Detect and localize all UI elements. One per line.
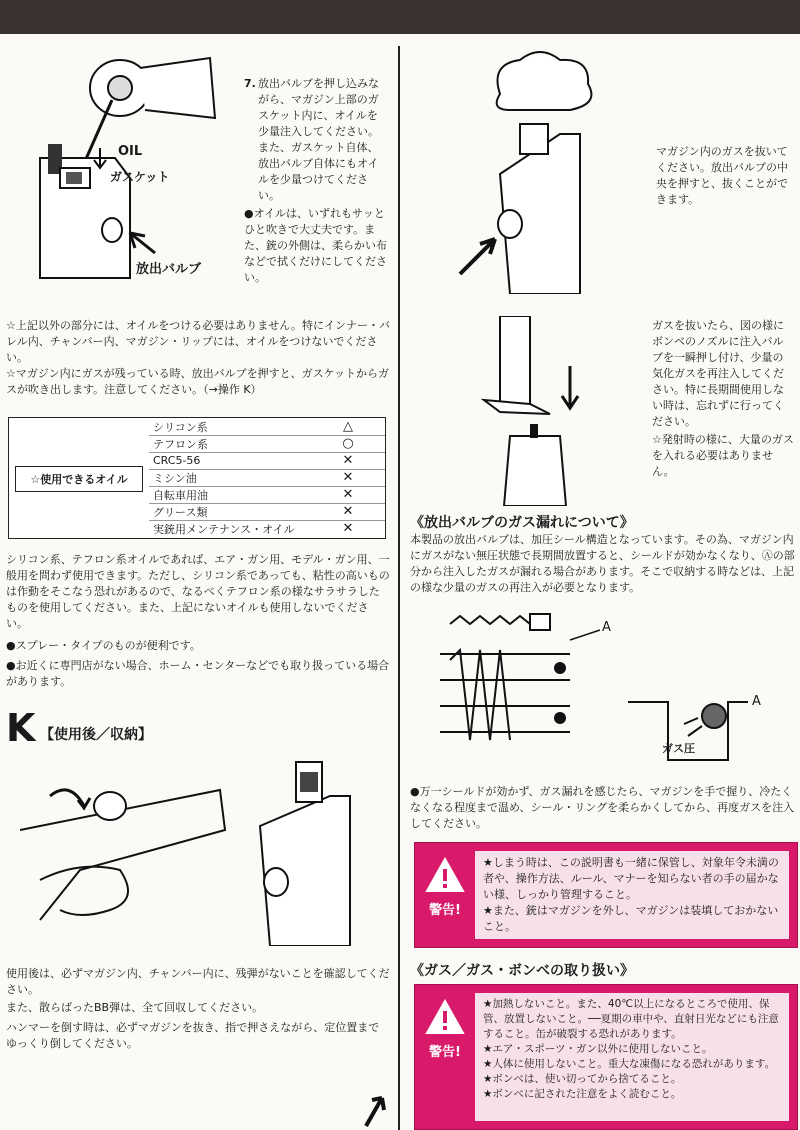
gas-heading: 《ガス／ガス・ボンベの取り扱い》	[410, 963, 634, 979]
oil-table-label: ☆使用できるオイル	[15, 466, 143, 492]
step7-note: ●オイルは、いずれもサッとひと吹きで大丈夫です。また、銃の外側は、柔らかい布などで拭くだけにしてください。	[244, 207, 387, 284]
warning-item: ★加熱しないこと。また、40℃以上になるところで使用、保管、放置しないこと。──夏期の車中や、直射日光などにも注意すること。缶が破裂する恐れがあります。	[483, 998, 779, 1040]
warning-content	[475, 851, 789, 939]
warning-item: ★ボンベは、使い切ってから捨てること。	[483, 1073, 682, 1085]
k-title: 【使用後／収納】	[40, 727, 152, 743]
oil-paragraph: シリコン系、テフロン系オイルであれば、エア・ガン用、モデル・ガン用、一般用を問わず使用できます。ただし、シリコン系であっても、粘性の高いものは作動をそこなう恐れがあるので、なるべくテフロン系の様なサラサラしたものを使用してください。また、上記にないオイルも使用しないでください。	[6, 553, 390, 630]
k-letter: K	[6, 706, 36, 750]
warning-item: ★ボンベに記された注意をよく読むこと。	[483, 1088, 682, 1100]
leak-text: 本製品の放出バルブは、加圧シール構造となっています。その為、マガジン内にガスがない無圧状態で長期間放置すると、シールドが効かなくなり、Ⓐの部分から注入したガスが漏れる場合があります。そこで収納する時などは、上記の様な少量のガスの再注入が必要となります。	[410, 533, 795, 594]
oil-row: 自転車用油 ✕	[149, 486, 385, 504]
oil-row: グリース類 ✕	[149, 503, 385, 521]
warning-box-gas	[414, 984, 798, 1130]
warning-label: 警告!	[429, 903, 461, 918]
k-text-1: 使用後は、必ずマガジン内、チャンバー内に、残弾がないことを確認してください。	[6, 967, 390, 996]
oil-row: CRC5-56 ✕	[149, 452, 385, 470]
warning-item: ★人体に使用しないこと。重大な凍傷になる恐れがあります。	[483, 1058, 776, 1070]
valve-cross-section-illustration	[440, 610, 620, 760]
oil-row: シリコン系 △	[149, 418, 385, 436]
arrow-up-icon	[362, 1088, 392, 1128]
fig-a-label: A	[602, 620, 611, 635]
step7-number: 7.	[244, 77, 256, 90]
warning-label: 警告!	[429, 1045, 461, 1060]
gas-refill-illustration	[470, 316, 600, 506]
step7-text: 放出バルブを押し込みながら、マガジン上部のガスケット内に、オイルを少量注入してください。また、ガスケット自体、放出バルブ自体にもオイルを少量つけてください。	[258, 77, 379, 202]
column-divider	[398, 46, 400, 1130]
oil-row: テフロン系 ○	[149, 435, 385, 453]
warning-box-storage	[414, 842, 798, 948]
fig-gasket-label: ガスケット	[110, 170, 170, 184]
fig-oil-label: OIL	[118, 144, 143, 159]
refill-text: ガスを抜いたら、図の様にボンベのノズルに注入バルブを一瞬押し付け、少量の気化ガスを再注入してください。特に長期間使用しない時は、忘れずに行ってください。	[652, 319, 784, 428]
oil-row: 実銃用メンテナンス・オイル ✕	[153, 521, 354, 536]
warning-triangle-icon	[425, 857, 465, 893]
drain-text: マガジン内のガスを抜いてください。放出バルブの中央を押すと、抜くことができます。	[656, 145, 788, 206]
warning-item: ★しまう時は、この説明書も一緒に保管し、対象年令未満の者や、操作方法、ルール、マナーを知らない者の手の届かない様、しっかり管理すること。	[483, 856, 779, 901]
gas-drain-illustration	[440, 44, 630, 294]
leak-bullet: ●万一シールドが効かず、ガス漏れを感じたら、マガジンを手で握り、冷たくなくなる程度まで温め、シール・リングを柔らかくしてから、再度ガスを注入してください。	[410, 785, 795, 830]
left-note-1: ☆上記以外の部分には、オイルをつける必要はありません。特にインナー・バレル内、チャンバー内、マガジン・リップには、オイルをつけないでください。	[6, 319, 390, 364]
pistol-hammer-illustration	[20, 760, 230, 930]
top-bar	[0, 0, 800, 34]
magazine-illustration	[240, 756, 390, 946]
fig-a-label-2: A	[752, 694, 761, 709]
left-note-2: ☆マガジン内にガスが残っている時、放出バルブを押すと、ガスケットからガスが吹き出します。注意してください。（→操作 K）	[6, 367, 390, 396]
warning-content	[475, 993, 789, 1121]
oil-row: ミシン油 ✕	[149, 469, 385, 487]
oil-table	[8, 417, 386, 539]
fig-valve-label: 放出バルブ	[136, 262, 202, 277]
warning-item: ★また、銃はマガジンを外し、マガジンは装填しておかないこと。	[483, 904, 779, 933]
warning-triangle-icon	[425, 999, 465, 1035]
warning-item: ★エア・スポーツ・ガン以外に使用しないこと。	[483, 1043, 713, 1055]
fig-gas-pressure-label: ガス圧	[662, 742, 695, 755]
store-bullet: ●お近くに専門店がない場合、ホーム・センターなどでも取り扱っている場合があります。	[6, 659, 390, 688]
spray-bullet: ●スプレー・タイプのものが便利です。	[6, 639, 201, 652]
leak-heading: 《放出バルブのガス漏れについて》	[410, 515, 634, 531]
refill-note: ☆発射時の様に、大量のガスを入れる必要はありません。	[652, 433, 794, 478]
k-text-2: また、散らばったBB弾は、全て回収してください。	[6, 1001, 264, 1014]
k-text-3: ハンマーを倒す時は、必ずマガジンを抜き、指で押さえながら、定位置までゆっくり倒してください。	[6, 1021, 380, 1050]
